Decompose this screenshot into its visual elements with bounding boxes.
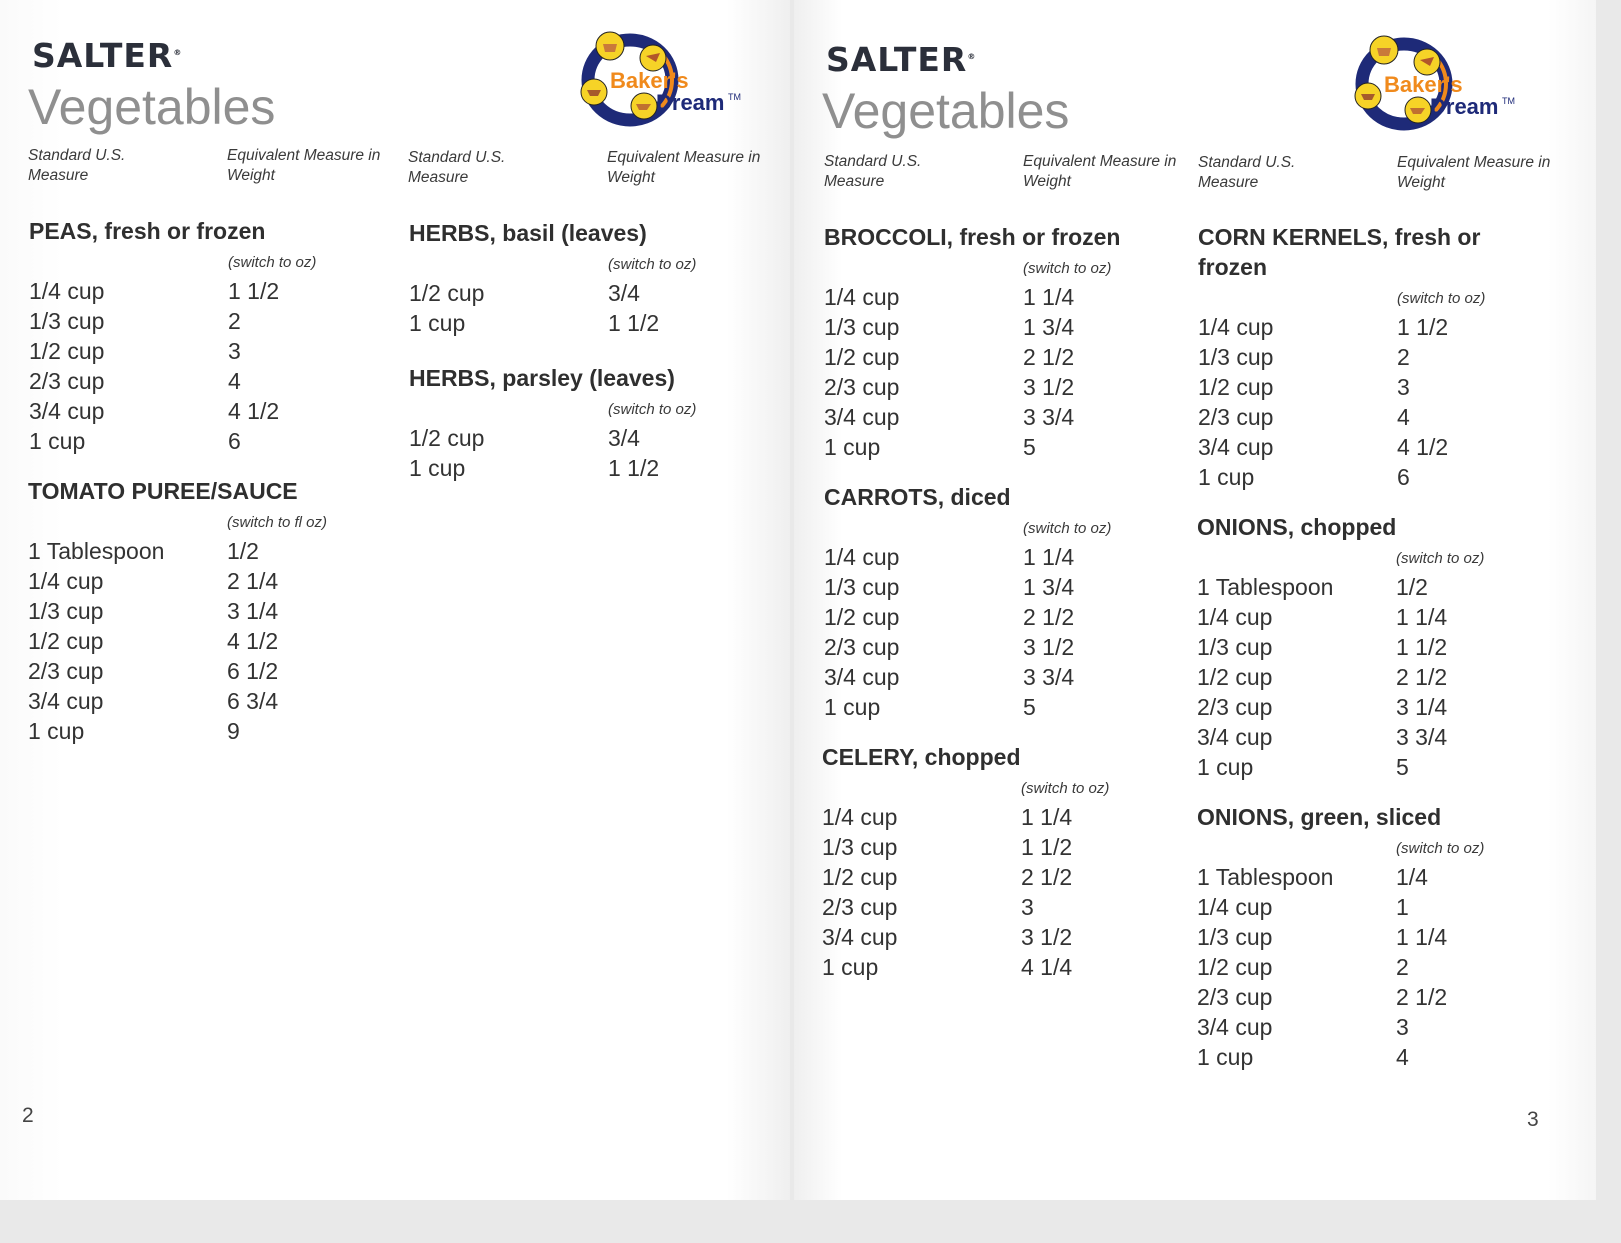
weight-cell: 1 3/4 [1023,314,1075,340]
measure-cell: 1 Tablespoon [1197,574,1334,600]
table-row [822,892,1182,922]
left-page [0,0,790,1200]
measure-cell: 1/2 cup [1198,374,1274,400]
weight-cell: 2 1/2 [1396,984,1448,1010]
measure-cell: 3/4 cup [1198,434,1274,460]
section-peas [29,216,389,456]
measure-cell: 2/3 cup [822,894,898,920]
measure-cell: 1/3 cup [824,314,900,340]
weight-cell: 4 1/4 [1021,954,1073,980]
section-title-line2: frozen [1198,254,1267,280]
weight-cell: 3 3/4 [1023,664,1075,690]
svg-text:Baker's: Baker's [610,68,689,93]
table-row [1197,632,1557,662]
header-weight: Equivalent Measure in Weight [1023,153,1177,190]
table-row [1198,372,1558,402]
weight-cell: 1/2 [1396,574,1428,600]
weight-cell: 2 [1397,344,1410,370]
bakers-dream-logo [1352,32,1527,132]
header-weight: Equivalent Measure in Weight [1397,154,1551,191]
measure-cell: 3/4 cup [822,924,898,950]
table-row [824,432,1184,462]
measure-cell: 2/3 cup [1198,404,1274,430]
section-title: TOMATO PUREE/SAUCE [28,478,298,504]
table-row [1197,572,1557,602]
table-row [824,662,1184,692]
table-row [29,366,389,396]
section-carrots [824,482,1184,722]
table-row [28,566,388,596]
weight-cell: 3 3/4 [1396,724,1448,750]
weight-cell: 9 [227,718,240,744]
measure-cell: 1/2 cup [1197,954,1273,980]
weight-cell: 2 1/4 [227,568,279,594]
section-onions-green [1197,802,1557,1072]
measure-cell: 3/4 cup [28,688,104,714]
measure-cell: 1 cup [409,310,466,336]
header-weight: Equivalent Measure in Weight [607,149,761,186]
measure-cell: 1/2 cup [1197,664,1273,690]
measure-cell: 2/3 cup [1197,984,1273,1010]
weight-cell: 4 [228,368,241,394]
table-row [28,626,388,656]
brand-logo: SALTER® [826,40,977,79]
table-row [1197,1042,1557,1072]
measure-cell: 1/3 cup [1198,344,1274,370]
weight-cell: 4 1/2 [227,628,279,654]
section-title: CELERY, chopped [822,744,1021,770]
table-row [1197,602,1557,632]
weight-cell: 2 [228,308,241,334]
table-row [409,453,769,483]
table-row [824,602,1184,632]
measure-cell: 1/4 cup [1197,894,1273,920]
table-row [29,426,389,456]
table-row [28,716,388,746]
section-title: HERBS, basil (leaves) [409,220,647,246]
weight-cell: 2 1/2 [1396,664,1448,690]
svg-text:Baker's: Baker's [1384,72,1463,97]
measure-cell: 3/4 cup [1197,1014,1273,1040]
table-row [822,862,1182,892]
measure-cell: 1/3 cup [1197,924,1273,950]
measure-cell: 3/4 cup [824,404,900,430]
section-title: HERBS, parsley (leaves) [409,365,675,391]
table-row [824,572,1184,602]
table-row [1197,952,1557,982]
measure-cell: 1 cup [29,428,86,454]
table-row [1197,862,1557,892]
table-row [1197,982,1557,1012]
page-number: 3 [1527,1108,1539,1131]
weight-cell: 2 1/2 [1023,604,1075,630]
table-row [824,312,1184,342]
measure-cell: 1 cup [1198,464,1255,490]
measure-cell: 1/2 cup [409,425,485,451]
weight-cell: 1 1/2 [1397,314,1449,340]
measure-cell: 3/4 cup [29,398,105,424]
page-title: Vegetables [28,79,276,135]
section-title: PEAS, fresh or frozen [29,218,266,244]
section-broccoli [824,222,1184,462]
weight-cell: 1 1/2 [608,310,660,336]
table-row [1197,752,1557,782]
weight-cell: 1 1/2 [1396,634,1448,660]
page-title: Vegetables [822,83,1070,139]
measure-cell: 1/2 cup [824,344,900,370]
header-measure: Standard U.S. Measure [408,149,506,186]
section-title: CORN KERNELS, fresh or [1198,224,1481,250]
table-row [1198,342,1558,372]
measure-cell: 1 cup [1197,1044,1254,1070]
table-row [28,656,388,686]
table-row [1197,922,1557,952]
table-row [409,278,769,308]
measure-cell: 1 cup [822,954,879,980]
section-title: CARROTS, diced [824,484,1011,510]
weight-cell: 4 1/2 [228,398,280,424]
measure-cell: 1/4 cup [1198,314,1274,340]
unit-note: (switch to oz) [228,254,317,271]
weight-cell: 3 1/2 [1023,634,1075,660]
table-row [822,952,1182,982]
weight-cell: 2 1/2 [1023,344,1075,370]
measure-cell: 3/4 cup [824,664,900,690]
measure-cell: 1 cup [409,455,466,481]
table-row [28,596,388,626]
measure-cell: 1/4 cup [28,568,104,594]
weight-cell: 1 1/4 [1396,604,1448,630]
weight-cell: 2 [1396,954,1409,980]
measure-cell: 1 Tablespoon [28,538,165,564]
weight-cell: 5 [1023,434,1036,460]
column-headers [824,152,1184,196]
svg-text:Dream: Dream [656,90,725,115]
table-row [1197,892,1557,922]
table-row [824,692,1184,722]
bakers-dream-logo [578,28,753,128]
page-number: 2 [22,1104,34,1127]
weight-cell: 3 [1021,894,1034,920]
section-corn-kernels [1198,222,1558,492]
weight-cell: 6 [1397,464,1410,490]
weight-cell: 3 [1396,1014,1409,1040]
measure-cell: 2/3 cup [29,368,105,394]
table-row [28,536,388,566]
weight-cell: 6 [228,428,241,454]
weight-cell: 3/4 [608,425,640,451]
table-row [29,396,389,426]
measure-cell: 1 cup [824,694,881,720]
measure-cell: 1 Tablespoon [1197,864,1334,890]
svg-text:TM: TM [1502,96,1515,106]
weight-cell: 3 1/4 [1396,694,1448,720]
weight-cell: 3 1/4 [227,598,279,624]
table-row [824,372,1184,402]
table-row [29,306,389,336]
table-row [822,922,1182,952]
measure-cell: 3/4 cup [1197,724,1273,750]
table-row [1198,402,1558,432]
table-row [409,308,769,338]
measure-cell: 1/3 cup [1197,634,1273,660]
weight-cell: 4 [1397,404,1410,430]
weight-cell: 2 1/2 [1021,864,1073,890]
weight-cell: 1/4 [1396,864,1428,890]
table-row [29,276,389,306]
table-row [824,282,1184,312]
measure-cell: 1/2 cup [822,864,898,890]
weight-cell: 3 1/2 [1023,374,1075,400]
measure-cell: 1/2 cup [824,604,900,630]
column-headers [1198,153,1558,197]
column-headers [28,146,388,190]
measure-cell: 1/3 cup [822,834,898,860]
weight-cell: 6 3/4 [227,688,279,714]
table-row [822,802,1182,832]
measure-cell: 1 cup [824,434,881,460]
measure-cell: 1/4 cup [1197,604,1273,630]
measure-cell: 1 cup [1197,754,1254,780]
unit-note: (switch to oz) [1396,840,1485,857]
measure-cell: 1/3 cup [29,308,105,334]
section-herbs-basil [409,218,769,338]
measure-cell: 1 cup [28,718,85,744]
table-row [1197,722,1557,752]
weight-cell: 4 1/2 [1397,434,1449,460]
weight-cell: 3 [1397,374,1410,400]
table-row [29,336,389,366]
unit-note: (switch to fl oz) [227,514,328,531]
weight-cell: 3 [228,338,241,364]
table-row [1197,692,1557,722]
measure-cell: 1/3 cup [824,574,900,600]
weight-cell: 1 1/4 [1021,804,1073,830]
table-row [1197,1012,1557,1042]
weight-cell: 1/2 [227,538,259,564]
unit-note: (switch to oz) [1023,520,1112,537]
measure-cell: 1/2 cup [28,628,104,654]
unit-note: (switch to oz) [1023,260,1112,277]
weight-cell: 3 1/2 [1021,924,1073,950]
section-tomato-puree [28,476,388,746]
measure-cell: 1/4 cup [29,278,105,304]
unit-note: (switch to oz) [1396,550,1485,567]
weight-cell: 3/4 [608,280,640,306]
measure-cell: 1/3 cup [28,598,104,624]
table-row [1198,312,1558,342]
weight-cell: 5 [1396,754,1409,780]
header-weight: Equivalent Measure in Weight [227,147,381,184]
weight-cell: 1 1/4 [1023,544,1075,570]
svg-text:Dream: Dream [1430,94,1499,119]
table-row [824,342,1184,372]
unit-note: (switch to oz) [608,256,697,273]
table-row [1198,462,1558,492]
section-herbs-parsley [409,363,769,483]
table-row [1197,662,1557,692]
table-row [824,402,1184,432]
table-row [28,686,388,716]
measure-cell: 1/2 cup [409,280,485,306]
weight-cell: 1 [1396,894,1409,920]
weight-cell: 1 3/4 [1023,574,1075,600]
measure-cell: 2/3 cup [824,374,900,400]
unit-note: (switch to oz) [1021,780,1110,797]
section-celery [822,742,1182,982]
weight-cell: 1 1/4 [1023,284,1075,310]
table-row [1198,432,1558,462]
header-measure: Standard U.S. Measure [28,147,126,184]
section-title: ONIONS, chopped [1197,514,1397,540]
weight-cell: 4 [1396,1044,1409,1070]
measure-cell: 2/3 cup [1197,694,1273,720]
measure-cell: 2/3 cup [824,634,900,660]
section-title: BROCCOLI, fresh or frozen [824,224,1121,250]
header-measure: Standard U.S. Measure [1198,154,1296,191]
header-measure: Standard U.S. Measure [824,153,922,190]
unit-note: (switch to oz) [608,401,697,418]
measure-cell: 1/4 cup [822,804,898,830]
section-title: ONIONS, green, sliced [1197,804,1442,830]
section-onions-chopped [1197,512,1557,782]
weight-cell: 5 [1023,694,1036,720]
column-headers [408,148,768,192]
right-page [794,0,1596,1200]
measure-cell: 1/2 cup [29,338,105,364]
weight-cell: 1 1/2 [1021,834,1073,860]
svg-text:TM: TM [728,92,741,102]
weight-cell: 3 3/4 [1023,404,1075,430]
weight-cell: 6 1/2 [227,658,279,684]
measure-cell: 2/3 cup [28,658,104,684]
table-row [824,542,1184,572]
brand-logo: SALTER® [32,36,183,75]
weight-cell: 1 1/4 [1396,924,1448,950]
unit-note: (switch to oz) [1397,290,1486,307]
weight-cell: 1 1/2 [228,278,280,304]
weight-cell: 1 1/2 [608,455,660,481]
measure-cell: 1/4 cup [824,544,900,570]
table-row [824,632,1184,662]
table-row [409,423,769,453]
measure-cell: 1/4 cup [824,284,900,310]
table-row [822,832,1182,862]
